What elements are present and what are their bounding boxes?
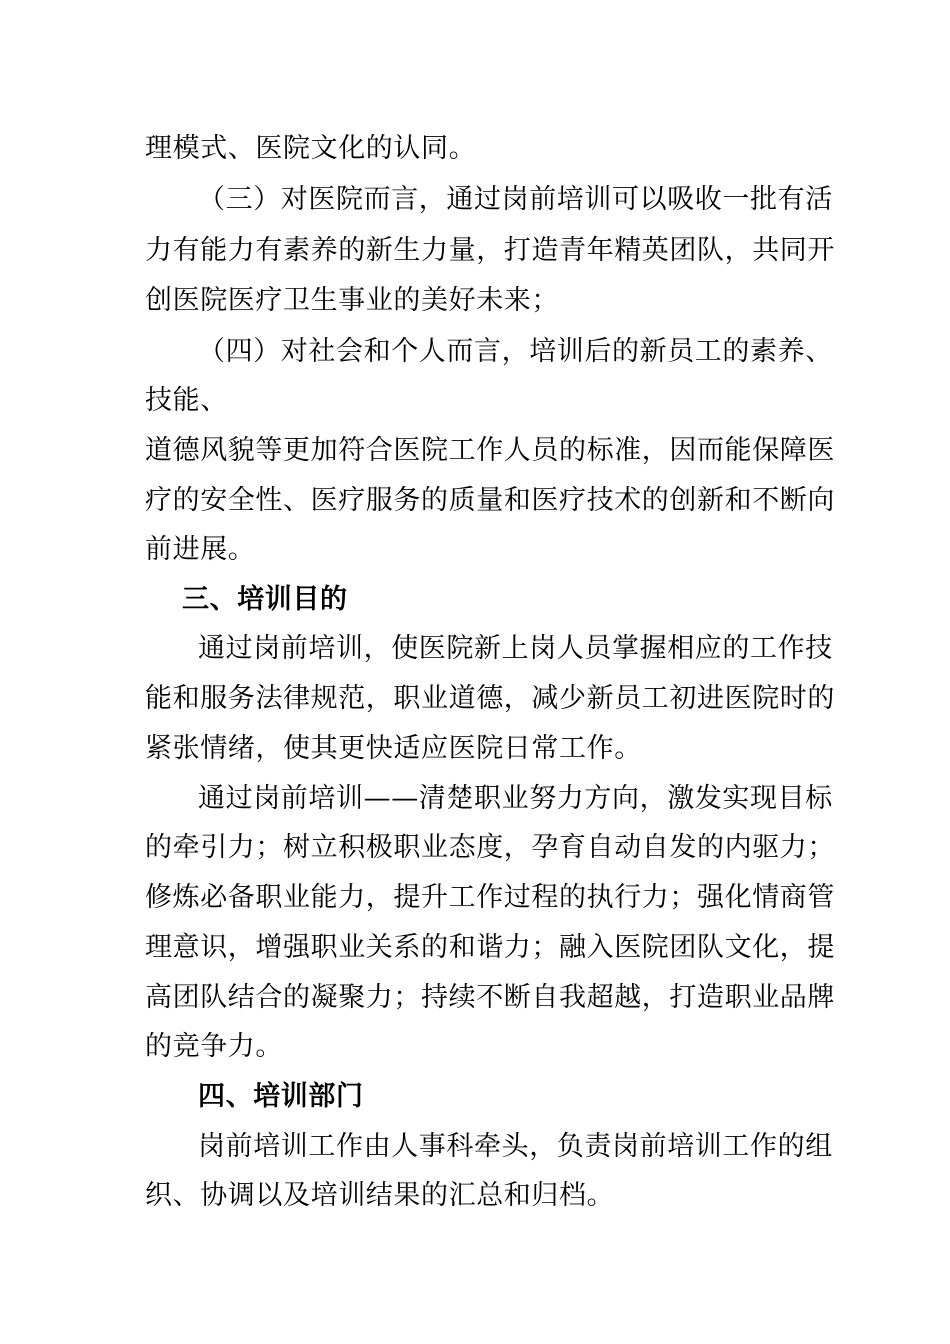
paragraph-line: 能和服务法律规范，职业道德，减少新员工初进医院时的 xyxy=(145,683,835,714)
paragraph-line: 理意识，增强职业关系的和谐力；融入医院团队文化，提 xyxy=(145,932,835,963)
paragraph-line: 疗的安全性、医疗服务的质量和医疗技术的创新和不断向 xyxy=(145,485,835,516)
paragraph-line: 技能、 xyxy=(145,385,228,416)
paragraph-line: （四）对社会和个人而言，培训后的新员工的素养、 xyxy=(198,336,833,367)
paragraph-line: 通过岗前培训，使医院新上岗人员掌握相应的工作技 xyxy=(198,633,833,664)
paragraph-line: 力有能力有素养的新生力量，打造青年精英团队，共同开 xyxy=(145,235,835,266)
paragraph-line: 紧张情绪，使其更快适应医院日常工作。 xyxy=(145,733,642,764)
paragraph-line: 高团队结合的凝聚力；持续不断自我超越，打造职业品牌 xyxy=(145,982,835,1013)
paragraph-line: 通过岗前培训——清楚职业努力方向，激发实现目标 xyxy=(198,783,833,814)
paragraph-line: 修炼必备职业能力，提升工作过程的执行力；强化情商管 xyxy=(145,882,835,913)
section-heading: 四、培训部门 xyxy=(198,1081,364,1112)
paragraph-line: 道德风貌等更加符合医院工作人员的标准，因而能保障医 xyxy=(145,435,835,466)
paragraph-line: 岗前培训工作由人事科牵头，负责岗前培训工作的组 xyxy=(198,1131,833,1162)
paragraph-line: 的竞争力。 xyxy=(145,1031,283,1062)
paragraph-line: 织、协调以及培训结果的汇总和归档。 xyxy=(145,1180,615,1211)
paragraph-line: 前进展。 xyxy=(145,534,256,565)
section-heading: 三、培训目的 xyxy=(182,584,348,615)
paragraph-line: 创医院医疗卫生事业的美好未来； xyxy=(145,285,559,316)
paragraph-line: （三）对医院而言，通过岗前培训可以吸收一批有活 xyxy=(198,184,833,215)
paragraph-line: 理模式、医院文化的认同。 xyxy=(145,133,477,164)
paragraph-line: 的牵引力；树立积极职业态度，孕育自动自发的内驱力； xyxy=(145,832,835,863)
